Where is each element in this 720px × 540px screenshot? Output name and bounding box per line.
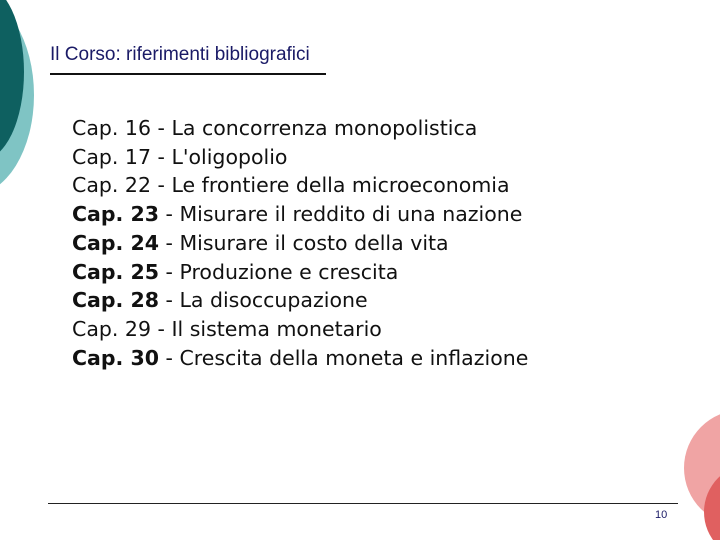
page-number: 10 [655, 509, 668, 521]
chapter-title: - Crescita della moneta e inflazione [159, 345, 529, 370]
chapter-title: - Il sistema monetario [151, 316, 382, 341]
chapter-title: - La disoccupazione [159, 288, 368, 313]
chapter-number: Cap. 22 [72, 173, 152, 198]
chapter-item [72, 344, 528, 373]
chapter-number: Cap. 17 [72, 144, 152, 169]
chapter-number: Cap. 25 [72, 259, 160, 284]
chapter-number: Cap. 24 [72, 230, 160, 255]
chapter-title: - Misurare il costo della vita [159, 230, 449, 255]
chapter-item [72, 143, 528, 172]
chapter-item [72, 229, 528, 258]
chapter-number: Cap. 23 [72, 202, 160, 227]
chapter-item [72, 200, 528, 229]
chapter-title: - Le frontiere della microeconomia [151, 173, 510, 198]
chapter-item [72, 114, 528, 143]
chapter-number: Cap. 29 [72, 316, 152, 341]
chapter-title: - Produzione e crescita [159, 259, 399, 284]
chapter-item [72, 315, 528, 344]
chapter-item [72, 171, 528, 200]
chapter-title: - Misurare il reddito di una nazione [159, 202, 523, 227]
chapter-title: - La concorrenza monopolistica [151, 116, 478, 140]
chapter-item [72, 258, 528, 287]
title-underline [50, 73, 326, 75]
chapter-item [72, 286, 528, 315]
chapter-number: Cap. 16 [72, 116, 152, 140]
chapter-number: Cap. 28 [72, 288, 160, 313]
chapter-title: - L'oligopolio [151, 144, 288, 169]
chapter-number: Cap. 30 [72, 345, 160, 370]
chapter-list [72, 114, 528, 372]
slide-title: Il Corso: riferimenti bibliografici [50, 44, 310, 65]
footer-divider [48, 503, 678, 504]
